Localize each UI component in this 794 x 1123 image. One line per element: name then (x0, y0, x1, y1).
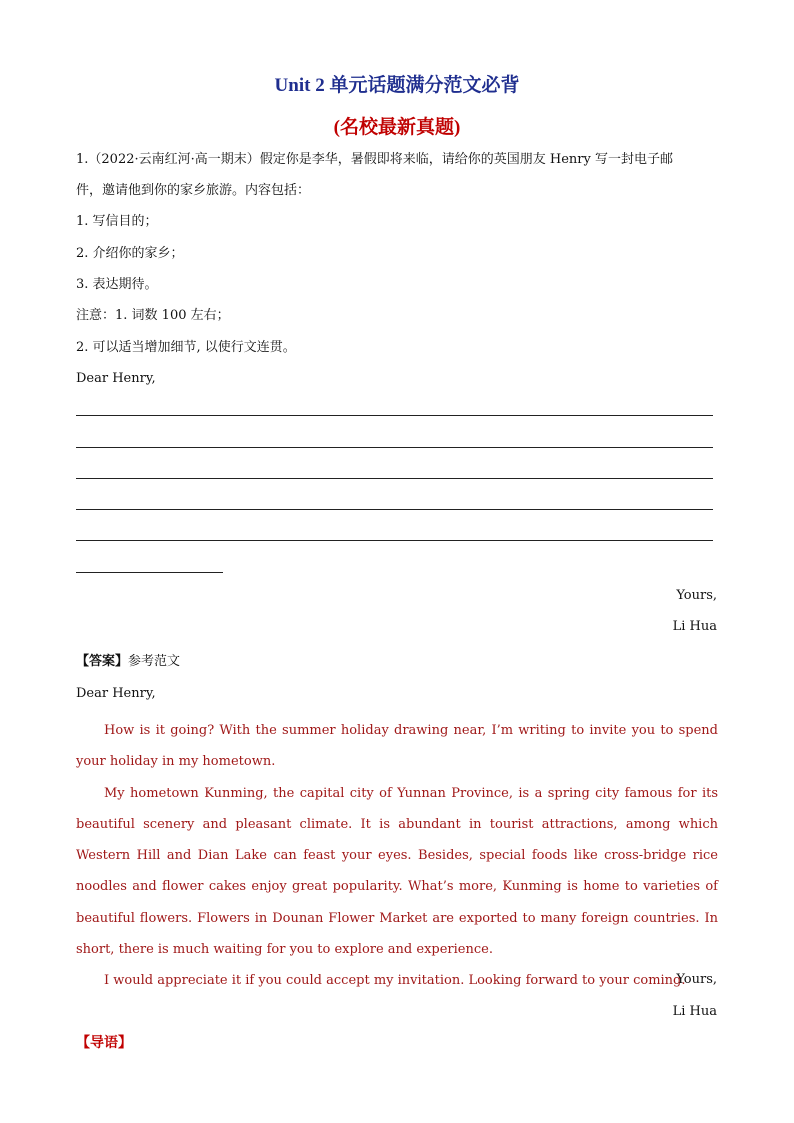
question-closing: Yours, (676, 588, 717, 603)
writing-line (76, 540, 713, 541)
question-item-2: 2. 介绍你的家乡； (76, 246, 184, 261)
question-signature: Li Hua (672, 619, 717, 634)
writing-line (76, 447, 713, 448)
writing-line (76, 509, 713, 510)
question-greeting: Dear Henry, (76, 371, 156, 386)
answer-greeting: Dear Henry, (76, 686, 156, 701)
answer-label-suffix: 参考范文 (128, 654, 181, 669)
essay-paragraph-2: My hometown Kunming, the capital city of Yunnan Province, is a spring city famous for its beautiful scenery and pleasant climate. It is abundant in tourist attractions, among which Western Hill and Dian Lake can feast your eyes. Besides, special foods like cross-bridge rice noodles and flower cakes enjoy great popularity. What’s more, Kunming is home to varieties of beautiful flowers. Flowers in Dounan Flower Market are exported to many foreign countries. In short, there is much waiting for you to explore and experience. (76, 785, 718, 958)
question-item-1: 1. 写信目的； (76, 214, 158, 229)
answer-label: 【答案】 (76, 654, 129, 669)
question-line-1: 1.（2022·云南红河·高一期末）假定你是李华，暑假即将来临，请给你的英国朋友 Henry 写一封电子邮 (76, 152, 673, 167)
writing-line (76, 478, 713, 479)
model-essay (76, 715, 718, 997)
question-line-2: 件，邀请他到你的家乡旅游。内容包括： (76, 183, 311, 198)
essay-paragraph-1: How is it going? With the summer holiday drawing near, I’m writing to invite you to spend your holiday in my hometown. (76, 723, 718, 770)
essay-paragraph-3: I would appreciate it if you could accept my invitation. Looking forward to your coming. (104, 973, 686, 989)
answer-signature: Li Hua (672, 1004, 717, 1019)
answer-heading (76, 650, 180, 669)
guide-label: 【导语】 (76, 1035, 132, 1051)
writing-line (76, 415, 713, 416)
question-item-3: 3. 表达期待。 (76, 277, 158, 292)
writing-line-short (76, 572, 223, 573)
page-subtitle: (名校最新真题) (333, 117, 461, 138)
page-title: Unit 2 单元话题满分范文必背 (274, 75, 520, 96)
question-note-1: 注意：1. 词数 100 左右； (76, 308, 230, 323)
question-note-2: 2. 可以适当增加细节, 以使行文连贯。 (76, 340, 296, 355)
answer-closing: Yours, (676, 972, 717, 987)
